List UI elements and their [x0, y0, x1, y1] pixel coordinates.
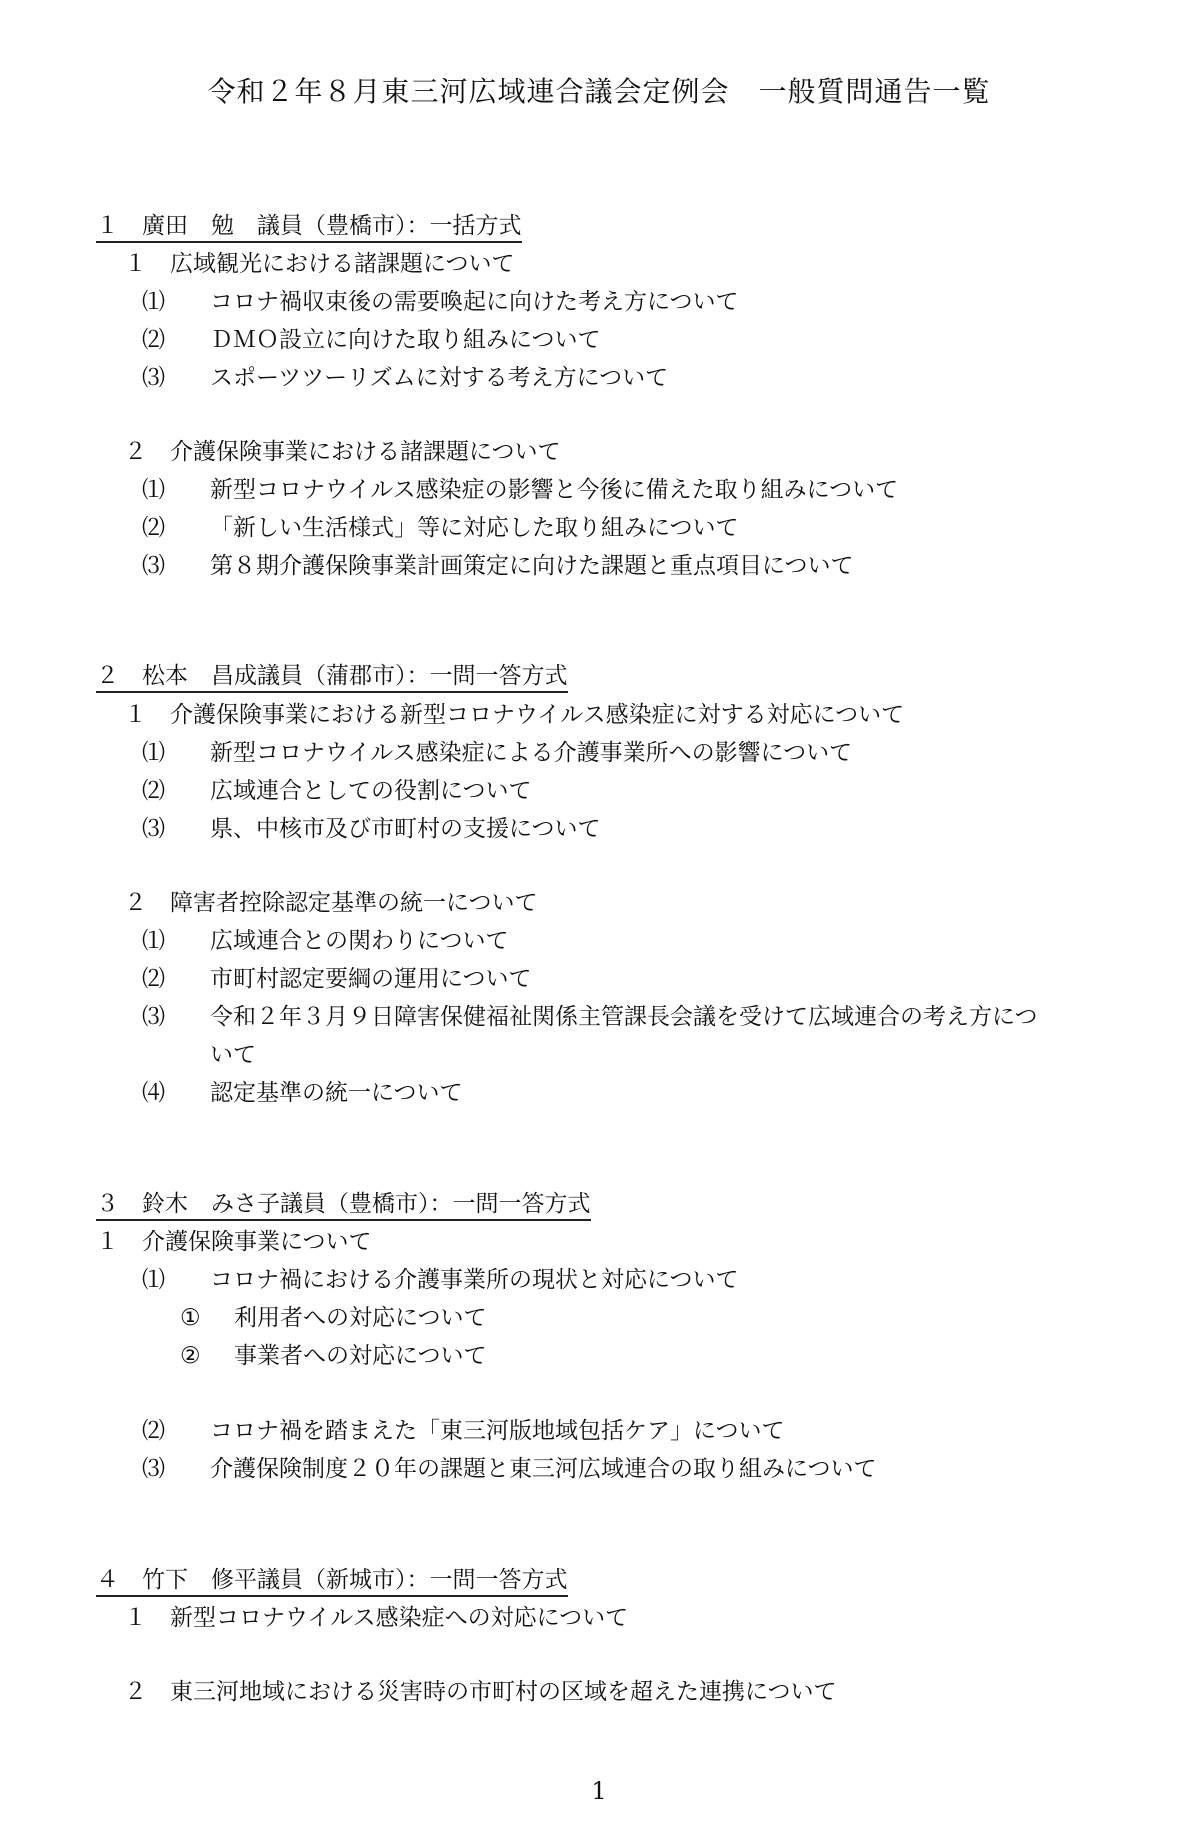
sub-question: [142, 547, 854, 580]
sub-text: コロナ禍における介護事業所の現状と対応について: [210, 1267, 739, 1293]
member-header: ３ 鈴木 みさ子議員（豊橋市）：一問一答方式: [96, 1185, 591, 1221]
member-header: ４ 竹下 修平議員（新城市）：一問一答方式: [96, 1561, 568, 1597]
question-item: １ 介護保険事業について: [96, 1229, 372, 1255]
sub-text: コロナ禍収束後の需要喚起に向けた考え方について: [210, 289, 739, 315]
sub-question: [142, 810, 601, 843]
question-item: １ 広域観光における諸課題について: [124, 251, 515, 277]
sub-text: コロナ禍を踏まえた「東三河版地域包括ケア」について: [210, 1418, 785, 1444]
sub-question: [142, 772, 532, 805]
sub-number: ⑴: [142, 289, 165, 315]
sub-text: 「新しい生活様式」等に対応した取り組みについて: [210, 515, 739, 541]
sub-question: [142, 998, 1038, 1031]
sub-text: 県、中核市及び市町村の支援について: [210, 816, 601, 842]
question-item: １ 介護保険事業における新型コロナウイルス感染症に対する対応について: [124, 702, 905, 728]
sub-text: 介護保険制度２０年の課題と東三河広域連合の取り組みについて: [210, 1456, 877, 1482]
page-number: 1: [591, 1777, 607, 1805]
sub-text-continuation: いて: [210, 1042, 256, 1068]
circled-item: [180, 1299, 487, 1332]
sub-text: 第８期介護保険事業計画策定に向けた課題と重点項目について: [210, 553, 854, 579]
sub-number: ⑴: [142, 928, 165, 954]
sub-text: ＤＭＯ設立に向けた取り組みについて: [210, 327, 601, 353]
sub-number: ⑶: [142, 365, 165, 391]
sub-question: [142, 734, 852, 767]
sub-number: ⑴: [142, 1267, 165, 1293]
sub-number: ⑴: [142, 477, 165, 503]
question-item: ２ 介護保険事業における諸課題について: [124, 439, 561, 465]
sub-number: ⑵: [142, 327, 165, 353]
circled-item: [180, 1337, 487, 1370]
sub-number: ⑵: [142, 778, 165, 804]
member-header: １ 廣田 勉 議員（豊橋市）：一括方式: [96, 207, 522, 243]
circled-text: 利用者への対応について: [234, 1305, 487, 1331]
sub-question: [142, 359, 668, 392]
sub-question: [142, 471, 898, 504]
sub-number: ⑵: [142, 1418, 165, 1444]
sub-number: ⑶: [142, 553, 165, 579]
question-item: ２ 東三河地域における災害時の市町村の区域を超えた連携について: [124, 1679, 837, 1705]
sub-number: ⑷: [142, 1080, 165, 1106]
circled-number: ②: [180, 1343, 201, 1369]
sub-question: [142, 1412, 785, 1445]
sub-text: 新型コロナウイルス感染症による介護事業所への影響について: [210, 740, 853, 766]
page-title: 令和２年８月東三河広域連合議会定例会 一般質問通告一覧: [207, 75, 991, 108]
sub-text: 認定基準の統一について: [210, 1080, 463, 1106]
sub-text: スポーツツーリズムに対する考え方について: [210, 365, 669, 391]
sub-text: 令和２年３月９日障害保健福祉関係主管課長会議を受けて広域連合の考え方につ: [210, 1004, 1038, 1030]
sub-number: ⑶: [142, 1456, 165, 1482]
sub-question: [142, 1450, 877, 1483]
circled-number: ①: [180, 1305, 201, 1331]
sub-text: 新型コロナウイルス感染症の影響と今後に備えた取り組みについて: [210, 477, 899, 503]
sub-text: 広域連合との関わりについて: [210, 928, 509, 954]
question-item: １ 新型コロナウイルス感染症への対応について: [124, 1605, 629, 1631]
sub-question: [142, 922, 509, 955]
sub-question: [142, 509, 739, 542]
sub-question: [142, 1261, 739, 1294]
sub-question: [142, 960, 532, 993]
question-item: ２ 障害者控除認定基準の統一について: [124, 890, 538, 916]
sub-number: ⑶: [142, 816, 165, 842]
circled-text: 事業者への対応について: [234, 1343, 487, 1369]
sub-question: [142, 321, 601, 354]
sub-number: ⑵: [142, 966, 165, 992]
sub-text: 市町村認定要綱の運用について: [210, 966, 532, 992]
sub-number: ⑴: [142, 740, 165, 766]
sub-number: ⑶: [142, 1004, 165, 1030]
sub-question: [142, 1074, 463, 1107]
sub-question: [142, 283, 739, 316]
sub-text: 広域連合としての役割について: [210, 778, 532, 804]
member-header: ２ 松本 昌成議員（蒲郡市）：一問一答方式: [96, 657, 568, 693]
sub-number: ⑵: [142, 515, 165, 541]
